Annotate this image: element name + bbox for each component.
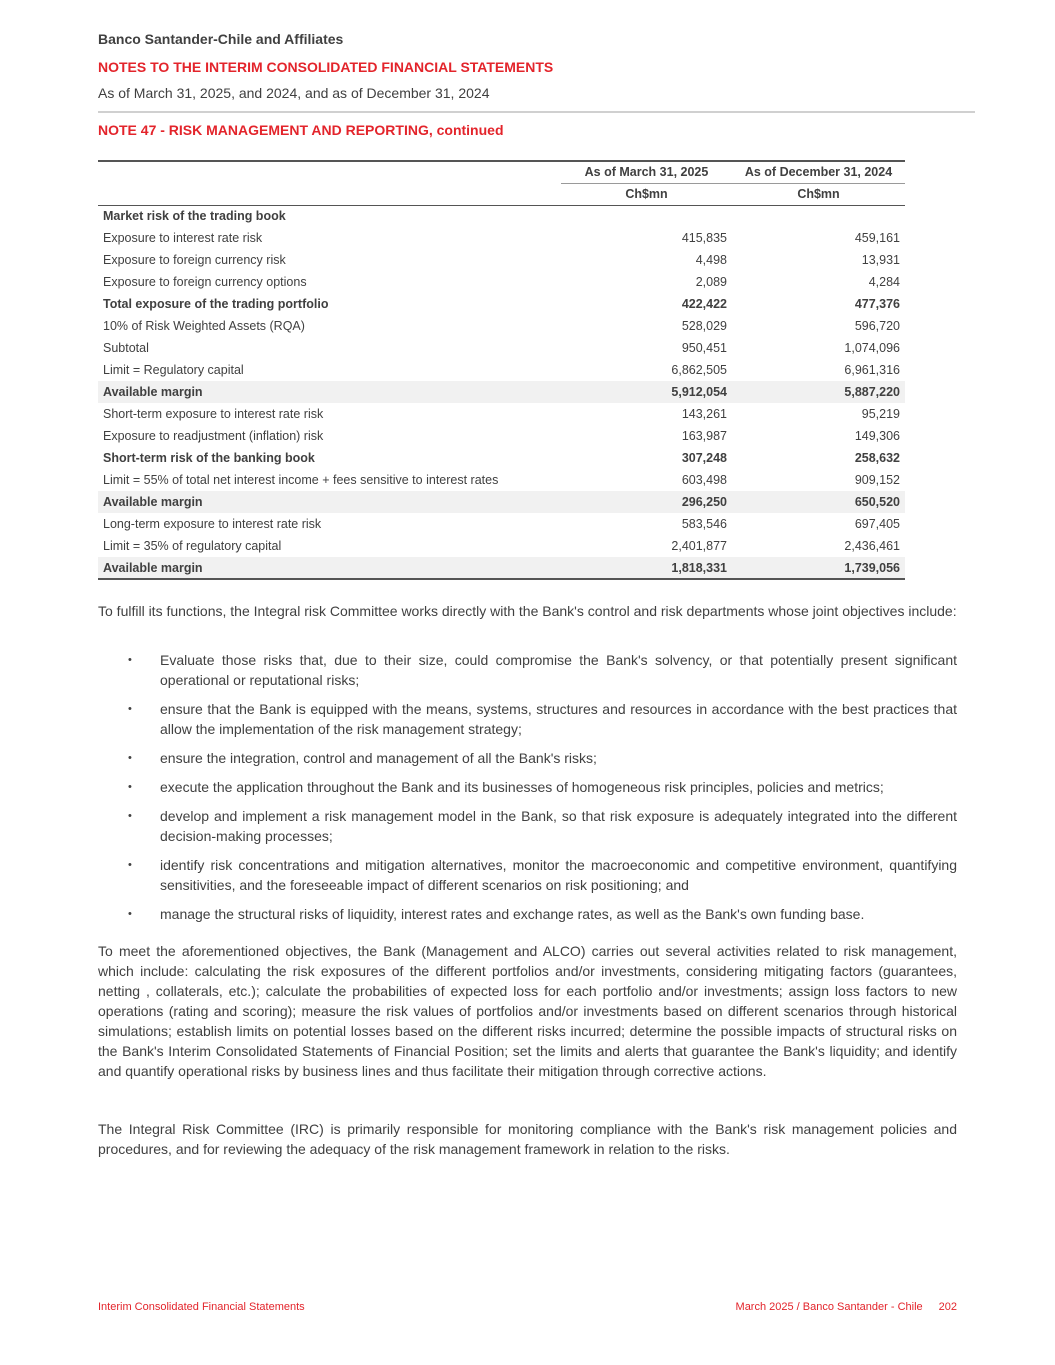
bullet-icon: • [128,752,132,764]
list-item-text: ensure the integration, control and management of all the Bank's risks; [160,750,597,766]
row-label: Limit = 55% of total net interest income + fees sensitive to interest rates [103,473,499,487]
row-value-2025: 415,835 [681,231,727,245]
row-value-2024: 95,219 [861,407,900,421]
list-item [128,904,957,924]
footer-right [736,1301,957,1313]
row-value-2024: 909,152 [854,473,900,487]
table-label-header [98,161,561,183]
header-divider [98,111,975,113]
as-of-date: As of March 31, 2025, and 2024, and as of December 31, 2024 [98,85,490,101]
row-label: Total exposure of the trading portfolio [103,297,329,311]
col2-unit: Ch$mn [732,183,905,205]
table-row [98,293,905,315]
list-item-text: identify risk concentrations and mitigation alternatives, monitor the macroeconomic and competitive environment, quantifying sensitivities, and the foreseeable impact of different scenarios on risk positioning; and [160,857,957,893]
bullet-icon: • [128,703,132,715]
row-value-2024: 4,284 [868,275,900,289]
bullet-icon: • [128,859,132,871]
paragraph-objectives-intro: To fulfill its functions, the Integral risk Committee works directly with the Bank's control and risk departments whose joint objectives include: [98,603,957,619]
row-value-2025: 6,862,505 [671,363,727,377]
table-row [98,315,905,337]
row-value-2024: 1,739,056 [732,557,905,579]
row-value-2024: 477,376 [854,297,900,311]
list-item-text: develop and implement a risk management model in the Bank, so that risk exposure is adequately integrated into the different decision-making processes; [160,808,957,844]
paragraph-irc: The Integral Risk Committee (IRC) is primarily responsible for monitoring compliance with the Bank's risk management policies and procedures, and for reviewing the adequacy of the risk management framework in relation to the risks. [98,1121,957,1157]
row-label: Exposure to readjustment (inflation) risk [103,429,324,443]
list-item-text: Evaluate those risks that, due to their size, could compromise the Bank's solvency, or that potentially present significant operational or reputational risks; [160,652,957,688]
table-row [98,491,905,513]
table-row [98,337,905,359]
footer-document-title: Interim Consolidated Financial Statements [98,1301,305,1313]
row-value-2025: 2,089 [695,275,727,289]
row-label: Available margin [98,381,561,403]
table-row [98,359,905,381]
list-item-text: execute the application throughout the Bank and its businesses of homogeneous risk principles, policies and metrics; [160,779,884,795]
row-value-2024: 5,887,220 [732,381,905,403]
row-label: Exposure to interest rate risk [103,231,263,245]
company-name: Banco Santander-Chile and Affiliates [98,31,344,47]
row-value-2025 [561,205,732,227]
list-item [128,777,957,797]
row-value-2024: 13,931 [861,253,900,267]
row-value-2024: 149,306 [854,429,900,443]
row-value-2024 [732,205,905,227]
paragraph-activities: To meet the aforementioned objectives, the Bank (Management and ALCO) carries out several activities related to risk management, which include: calculating the risk exposures of the different portfolios and/or investments, considering mitigating factors (guarantees, netting , collaterals, etc.); calculate the probabilities of expected loss for each portfolio and/or investments; assign loss factors to new operations (rating and scoring); measure the risk values of portfolios and/or investments based on different scenarios through historical simulations; establish limits on potential losses based on the different risks incurred; determine the possible impacts of structural risks on the Bank's Interim Consolidated Statements of Financial Position; set the limits and alerts that guarantee the Bank's liquidity; and identify and quantify operational risks by business lines and thus facilitate their mitigation through corrective actions. [98,943,957,1079]
table-row [98,205,905,227]
list-item-text: manage the structural risks of liquidity, interest rates and exchange rates, as well as the Bank's own funding base. [160,906,865,922]
row-label: Short-term exposure to interest rate risk [103,407,324,421]
row-label: Exposure to foreign currency options [103,275,307,289]
row-value-2025: 4,498 [695,253,727,267]
list-item-text: ensure that the Bank is equipped with the means, systems, structures and resources in accordance with the best practices that allow the implementation of the risk management strategy; [160,701,957,737]
row-value-2024: 650,520 [732,491,905,513]
row-label: 10% of Risk Weighted Assets (RQA) [103,319,305,333]
row-label: Available margin [98,557,561,579]
row-value-2025: 2,401,877 [671,539,727,553]
row-label: Available margin [98,491,561,513]
row-value-2024: 2,436,461 [844,539,900,553]
row-value-2024: 697,405 [854,517,900,531]
table-row [98,381,905,403]
table-row [98,271,905,293]
row-label: Limit = Regulatory capital [103,363,244,377]
table-row [98,447,905,469]
notes-title: NOTES TO THE INTERIM CONSOLIDATED FINANCIAL STATEMENTS [98,59,554,75]
table-row [98,227,905,249]
row-value-2024: 596,720 [854,319,900,333]
list-item [128,748,957,768]
row-label: Subtotal [103,341,149,355]
list-item [128,699,957,739]
table-row [98,513,905,535]
row-label: Short-term risk of the banking book [103,451,315,465]
objectives-list [128,650,957,933]
table-row [98,557,905,579]
row-value-2025: 422,422 [681,297,727,311]
bullet-icon: • [128,654,132,666]
row-value-2025: 603,498 [681,473,727,487]
row-value-2025: 528,029 [681,319,727,333]
list-item [128,650,957,690]
row-value-2025: 296,250 [561,491,732,513]
footer-period: March 2025 / Banco Santander - Chile [735,1301,923,1313]
row-value-2025: 163,987 [681,429,727,443]
col1-unit: Ch$mn [561,183,732,205]
table-row [98,249,905,271]
table-row [98,425,905,447]
row-value-2025: 5,912,054 [561,381,732,403]
bullet-icon: • [128,810,132,822]
col2-header: As of December 31, 2024 [732,161,905,183]
row-value-2025: 143,261 [681,407,727,421]
row-value-2024: 6,961,316 [844,363,900,377]
bullet-icon: • [128,908,132,920]
row-value-2024: 258,632 [854,451,900,465]
row-value-2024: 1,074,096 [844,341,900,355]
bullet-icon: • [128,781,132,793]
risk-table [98,160,905,580]
row-label: Exposure to foreign currency risk [103,253,286,267]
table-row [98,403,905,425]
row-value-2024: 459,161 [854,231,900,245]
list-item [128,855,957,895]
table-unit-spacer [98,183,561,205]
row-label: Limit = 35% of regulatory capital [103,539,282,553]
row-label: Long-term exposure to interest rate risk [103,517,322,531]
col1-header: As of March 31, 2025 [561,161,732,183]
note-title: NOTE 47 - RISK MANAGEMENT AND REPORTING, continued [98,122,504,138]
list-item [128,806,957,846]
table-row [98,535,905,557]
page-number: 202 [938,1301,957,1313]
row-value-2025: 950,451 [681,341,727,355]
row-value-2025: 1,818,331 [561,557,732,579]
row-value-2025: 307,248 [681,451,727,465]
row-value-2025: 583,546 [681,517,727,531]
table-row [98,469,905,491]
row-label: Market risk of the trading book [103,209,286,224]
